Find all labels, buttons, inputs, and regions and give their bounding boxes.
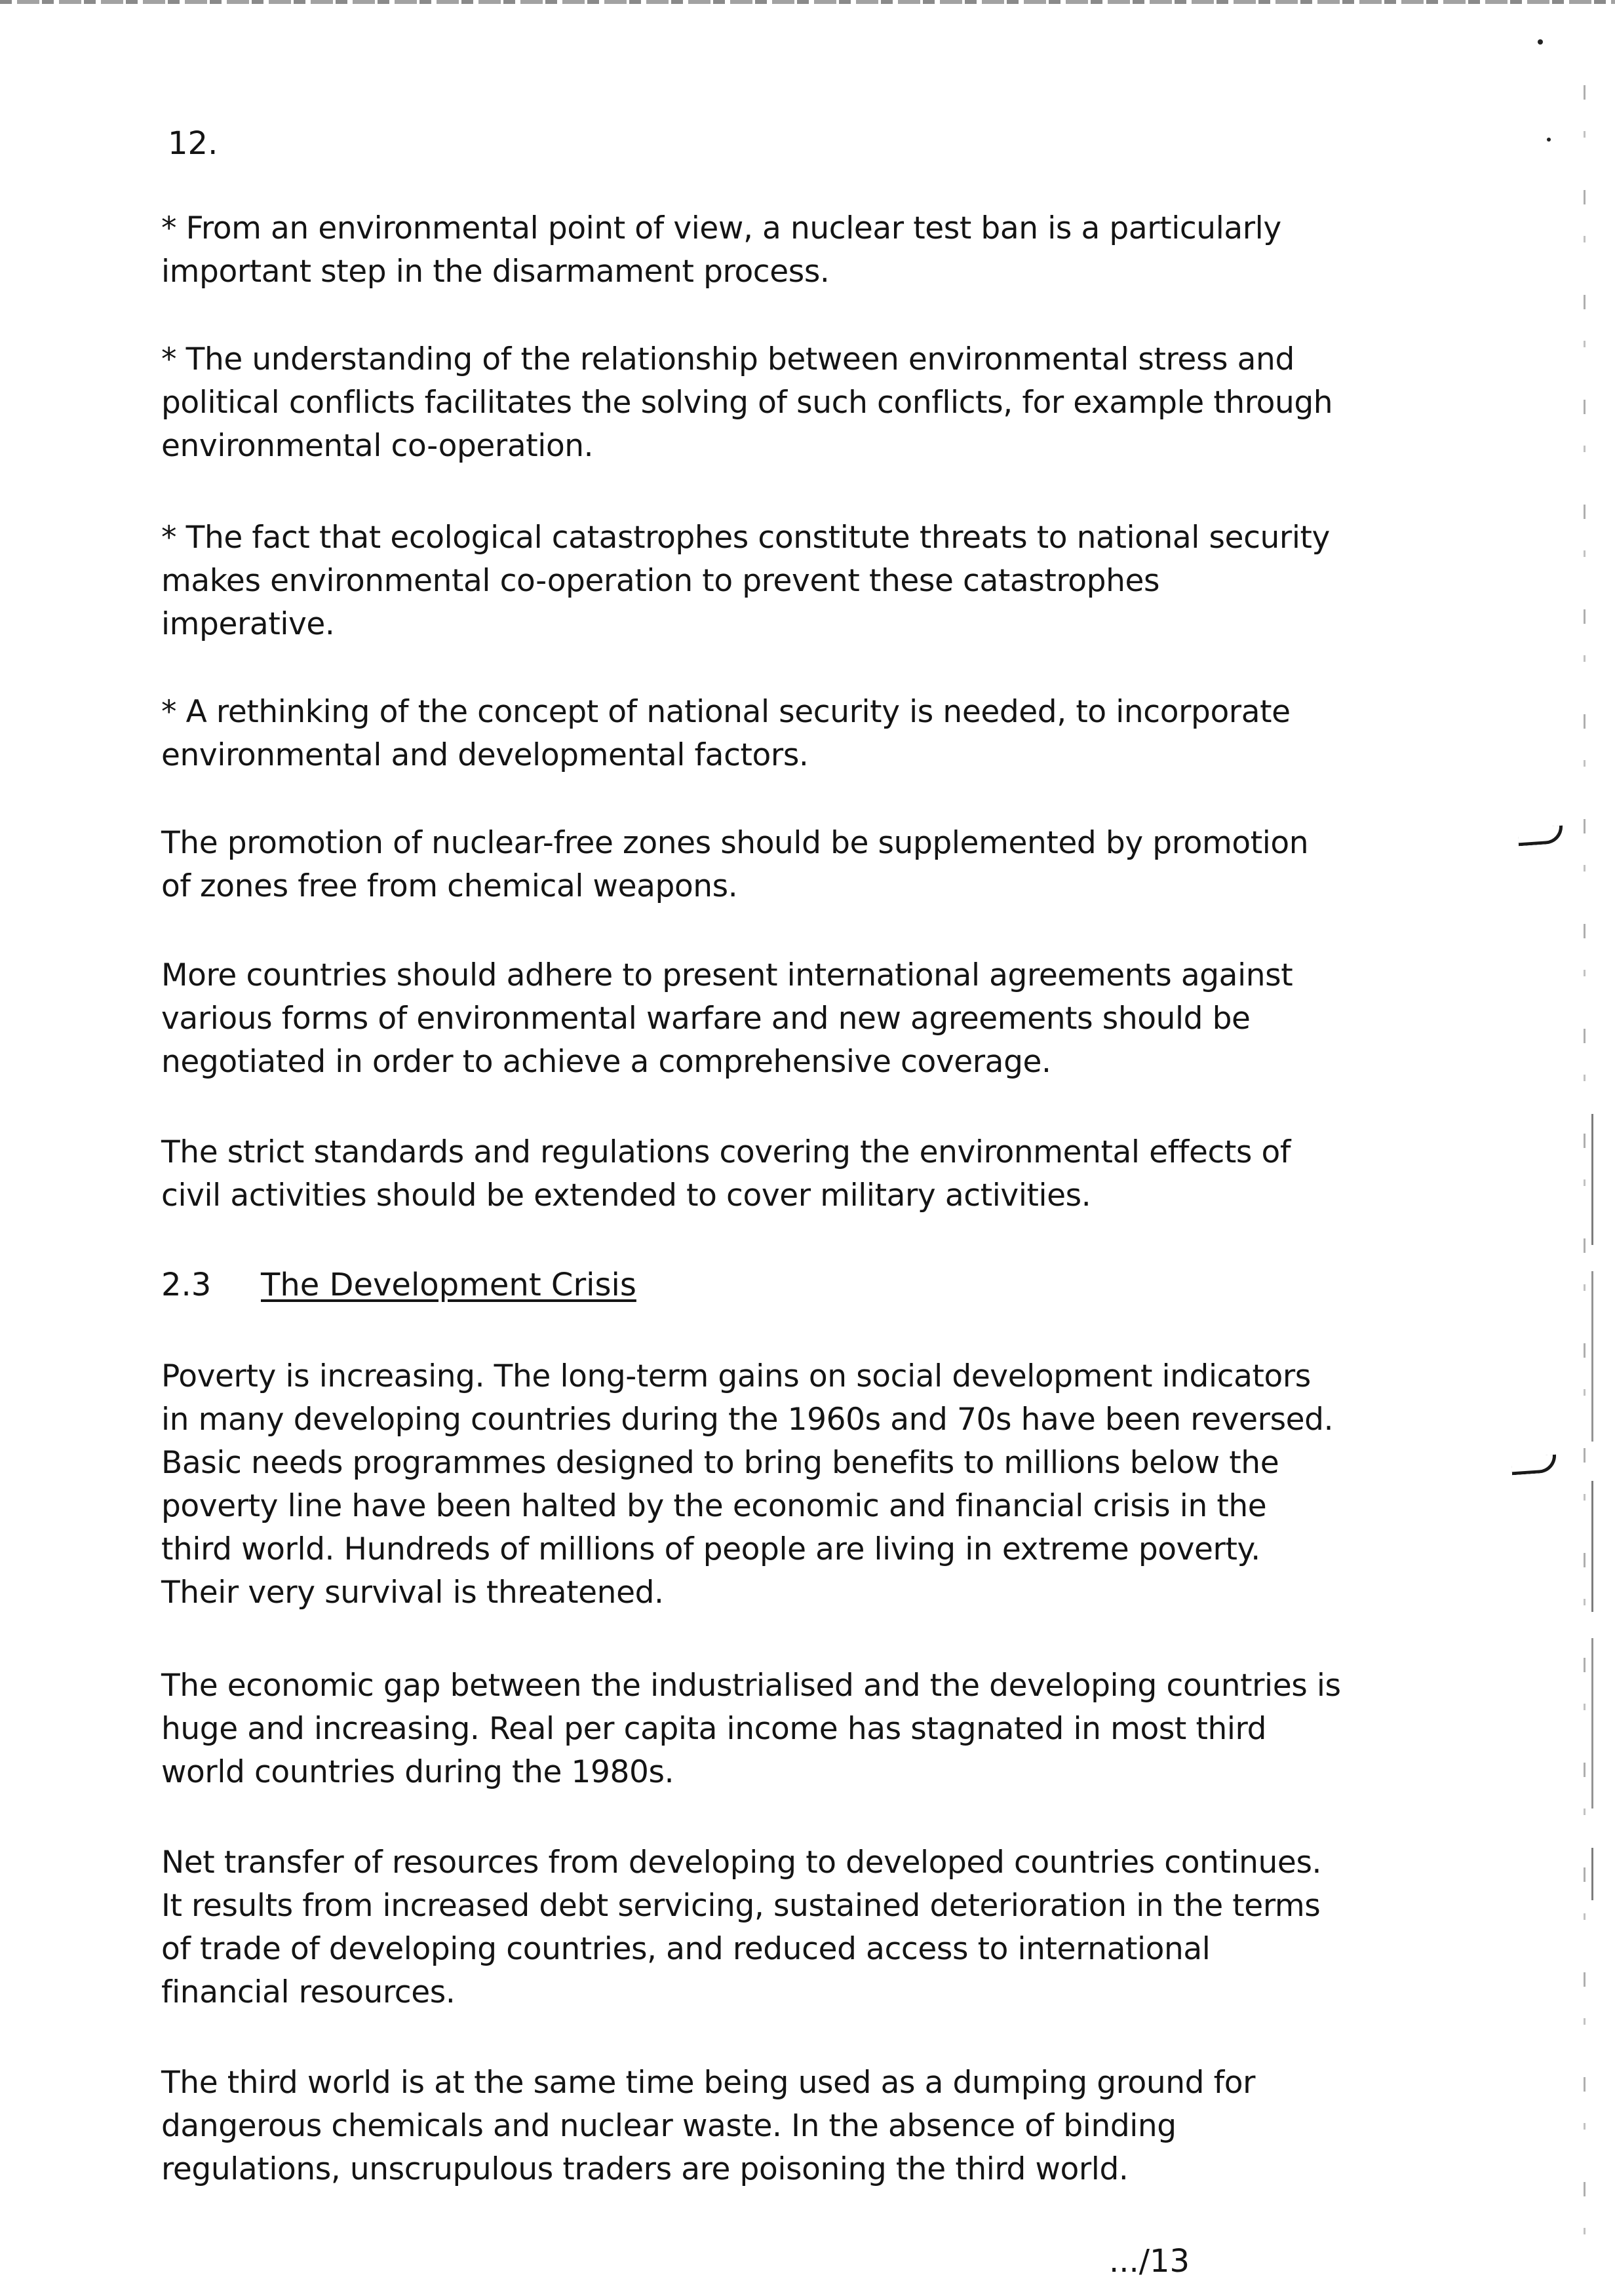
- scan-speck: [1538, 39, 1543, 45]
- section-number: 2.3: [161, 1267, 212, 1303]
- paragraph-nuclear-free-zones: The promotion of nuclear-free zones should be supplemented by promotion of zones free from chemical weapons.: [161, 825, 1309, 904]
- scan-top-edge: [0, 0, 1615, 4]
- scan-right-margin-line: [1591, 1114, 1593, 1900]
- margin-check-mark: [1517, 826, 1564, 847]
- margin-check-mark: [1511, 1455, 1557, 1476]
- paragraph-economic-gap: The economic gap between the industrialised and the developing countries is huge and increasing. Real per capita income has stagnated in most third world countries during the 1980s.: [161, 1668, 1341, 1790]
- paragraph-dumping-ground: The third world is at the same time being used as a dumping ground for dangerous chemicals and nuclear waste. In the absence of binding regulations, unscrupulous traders are poisoning the third world.: [161, 2065, 1256, 2187]
- continuation-marker: .../13: [1109, 2243, 1190, 2280]
- scan-speck: [1547, 138, 1551, 142]
- paragraph-strict-standards: The strict standards and regulations covering the environmental effects of civil activities should be extended to cover military activities.: [161, 1134, 1291, 1214]
- paragraph-poverty: Poverty is increasing. The long-term gains on social development indicators in many developing countries during the 1960s and 70s have been reversed. Basic needs programmes designed to bring benefits to millions below the poverty line have been halted by the economic and financial crisis in the third world. Hundreds of millions of people are living in extreme poverty. Their very survival is threatened.: [161, 1358, 1334, 1611]
- paragraph-net-transfer: Net transfer of resources from developing to developed countries continues. It results from increased debt servicing, sustained deterioration in the terms of trade of developing countries, and reduced access to international financial resources.: [161, 1845, 1322, 2010]
- section-heading: [161, 1263, 636, 1307]
- bullet-national-security: * A rethinking of the concept of national security is needed, to incorporate environmental and developmental factors.: [161, 694, 1291, 773]
- scan-right-edge: [1584, 85, 1586, 2274]
- bullet-nuclear-test-ban: * From an environmental point of view, a nuclear test ban is a particularly important step in the disarmament process.: [161, 210, 1281, 290]
- bullet-ecological-catastrophes: * The fact that ecological catastrophes constitute threats to national security makes environmental co-operation to prevent these catastrophes imperative.: [161, 520, 1330, 642]
- paragraph-international-agreements: More countries should adhere to present international agreements against various forms of environmental warfare and new agreements should be negotiated in order to achieve a comprehensive coverage.: [161, 957, 1293, 1080]
- page-number: 12.: [168, 125, 218, 162]
- section-title: The Development Crisis: [261, 1267, 636, 1303]
- bullet-environmental-stress: * The understanding of the relationship between environmental stress and political conflicts facilitates the solving of such conflicts, for example through environmental co-operation.: [161, 341, 1333, 464]
